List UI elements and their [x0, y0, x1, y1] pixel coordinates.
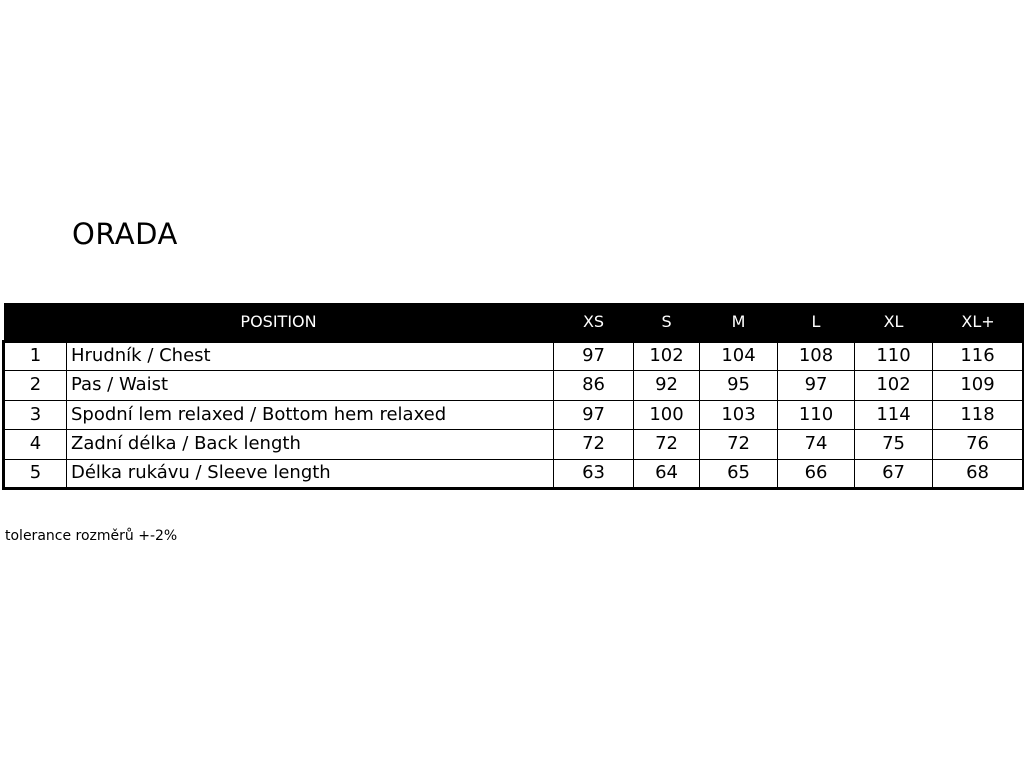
- size-chart-table: [2, 303, 1024, 490]
- table-row: [4, 459, 1024, 489]
- cell-value: 114: [855, 400, 933, 430]
- table-header-row: [4, 303, 1024, 341]
- tolerance-note: tolerance rozměrů +-2%: [5, 528, 178, 544]
- cell-value: 92: [634, 371, 700, 401]
- cell-value: 110: [778, 400, 855, 430]
- cell-value: 102: [855, 371, 933, 401]
- cell-value: 108: [778, 341, 855, 371]
- header-size-xl: XL: [883, 311, 904, 331]
- cell-value: 95: [700, 371, 778, 401]
- header-size-l: L: [811, 311, 821, 331]
- row-label: Pas / Waist: [67, 371, 554, 401]
- cell-value: 97: [554, 341, 634, 371]
- header-size-xl-plus: XL+: [961, 311, 995, 331]
- header-position: POSITION: [240, 311, 317, 331]
- cell-value: 72: [554, 430, 634, 460]
- row-label: Hrudník / Chest: [67, 341, 554, 371]
- cell-value: 68: [933, 459, 1024, 489]
- product-title: ORADA: [72, 217, 178, 251]
- cell-value: 102: [634, 341, 700, 371]
- cell-value: 97: [778, 371, 855, 401]
- row-index: 5: [4, 459, 67, 489]
- table-row: [4, 430, 1024, 460]
- header-size-s: S: [661, 311, 672, 331]
- cell-value: 103: [700, 400, 778, 430]
- cell-value: 72: [634, 430, 700, 460]
- header-size-xs: XS: [582, 311, 605, 331]
- cell-value: 76: [933, 430, 1024, 460]
- cell-value: 86: [554, 371, 634, 401]
- header-size-m: M: [731, 311, 746, 331]
- cell-value: 97: [554, 400, 634, 430]
- cell-value: 104: [700, 341, 778, 371]
- row-label: Spodní lem relaxed / Bottom hem relaxed: [67, 400, 554, 430]
- cell-value: 118: [933, 400, 1024, 430]
- cell-value: 75: [855, 430, 933, 460]
- row-index: 3: [4, 400, 67, 430]
- row-index: 2: [4, 371, 67, 401]
- cell-value: 64: [634, 459, 700, 489]
- row-index: 1: [4, 341, 67, 371]
- cell-value: 100: [634, 400, 700, 430]
- cell-value: 74: [778, 430, 855, 460]
- cell-value: 67: [855, 459, 933, 489]
- cell-value: 63: [554, 459, 634, 489]
- table-row: [4, 341, 1024, 371]
- cell-value: 116: [933, 341, 1024, 371]
- cell-value: 65: [700, 459, 778, 489]
- table-row: [4, 400, 1024, 430]
- cell-value: 110: [855, 341, 933, 371]
- row-index: 4: [4, 430, 67, 460]
- row-label: Délka rukávu / Sleeve length: [67, 459, 554, 489]
- cell-value: 72: [700, 430, 778, 460]
- row-label: Zadní délka / Back length: [67, 430, 554, 460]
- cell-value: 109: [933, 371, 1024, 401]
- cell-value: 66: [778, 459, 855, 489]
- table-row: [4, 371, 1024, 401]
